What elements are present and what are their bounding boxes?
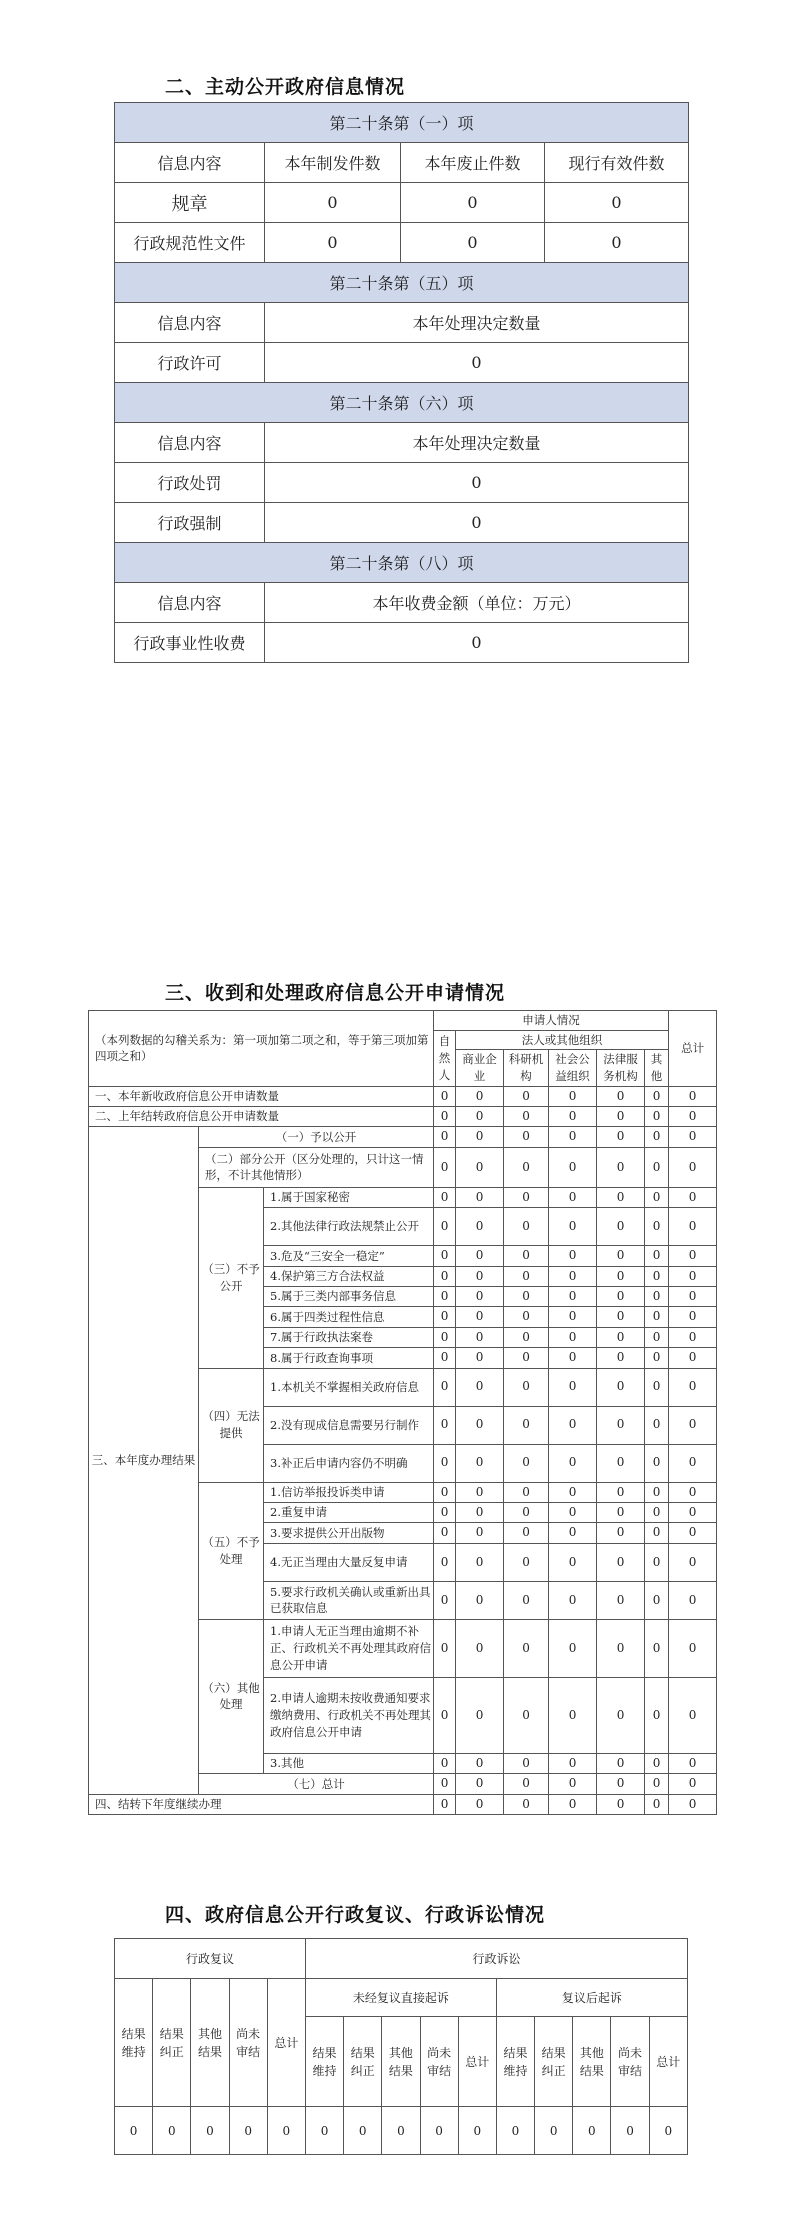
row-results-group: 三、本年度办理结果 [89,1127,199,1794]
group-other-handling: （六）其他处理 [199,1619,264,1773]
sub-item: 5.要求行政机关确认或重新出具已获取信息 [264,1581,434,1619]
count-cell: 0 [669,1581,717,1619]
count-cell: 0 [645,1327,669,1347]
sub-item: 5.属于三类内部事务信息 [264,1287,434,1307]
count-cell: 0 [456,1444,504,1482]
count-cell: 0 [669,1677,717,1753]
count-cell: 0 [191,2107,229,2155]
count-cell: 0 [434,1307,456,1327]
count-cell: 0 [645,1127,669,1147]
count-cell: 0 [456,1327,504,1347]
balance-note: （本列数据的勾稽关系为：第一项加第二项之和，等于第三项加第四项之和） [89,1011,434,1087]
col-decision-count: 本年处理决定数量 [265,303,689,343]
proactive-disclosure-table [114,102,689,663]
application-handling-table [88,1010,717,1815]
count-cell: 0 [456,1246,504,1266]
count-cell: 0 [597,1523,645,1543]
count-cell: 0 [669,1307,717,1327]
count-cell: 0 [504,1127,549,1147]
col-content: 信息内容 [115,423,265,463]
count-cell: 0 [549,1187,597,1207]
count-cell: 0 [597,1287,645,1307]
count-cell: 0 [597,1348,645,1368]
count-cell: 0 [597,1327,645,1347]
org-type-header: 其他 [645,1050,669,1086]
count-cell: 0 [434,1444,456,1482]
count-cell: 0 [645,1187,669,1207]
col-new-issued: 本年制发件数 [265,143,401,183]
count-cell: 0 [504,1307,549,1327]
cell: 0 [545,223,689,263]
count-cell: 0 [434,1794,456,1814]
group-not-disclosed: （三）不予公开 [199,1187,264,1368]
count-cell: 0 [669,1348,717,1368]
article-20-8-band: 第二十条第（八）项 [115,543,689,583]
count-cell: 0 [549,1246,597,1266]
after-other: 其他结果 [573,2017,611,2107]
count-cell: 0 [597,1147,645,1187]
review-pending: 尚未审结 [229,1979,267,2107]
count-cell: 0 [669,1774,717,1794]
sub-item: 3.危及“三安全一稳定” [264,1246,434,1266]
col-content: 信息内容 [115,143,265,183]
count-cell: 0 [382,2107,420,2155]
count-cell: 0 [669,1543,717,1581]
count-cell: 0 [434,1406,456,1444]
row-partially-disclosed: （二）部分公开（区分处理的，只计这一情形，不计其他情形） [199,1147,434,1187]
row-new-applications: 一、本年新收政府信息公开申请数量 [89,1086,434,1106]
row-normative-docs: 行政规范性文件 [115,223,265,263]
col-decision-count: 本年处理决定数量 [265,423,689,463]
count-cell: 0 [434,1348,456,1368]
count-cell: 0 [597,1187,645,1207]
count-cell: 0 [669,1482,717,1502]
count-cell: 0 [504,1794,549,1814]
sub-item: 3.其他 [264,1753,434,1773]
count-cell: 0 [456,1677,504,1753]
count-cell: 0 [645,1287,669,1307]
org-type-header: 商业企业 [456,1050,504,1086]
sub-item: 2.重复申请 [264,1502,434,1522]
count-cell: 0 [597,1753,645,1773]
sub-item: 4.保护第三方合法权益 [264,1266,434,1286]
count-cell: 0 [597,1482,645,1502]
sub-item: 2.申请人逾期未按收费通知要求缴纳费用、行政机关不再处理其政府信息公开申请 [264,1677,434,1753]
count-cell: 0 [504,1348,549,1368]
count-cell: 0 [549,1753,597,1773]
count-cell: 0 [597,1502,645,1522]
direct-keep: 结果维持 [305,2017,343,2107]
count-cell: 0 [504,1502,549,1522]
cell: 0 [265,503,689,543]
count-cell: 0 [669,1619,717,1677]
after-total: 总计 [649,2017,687,2107]
sub-item: 4.无正当理由大量反复申请 [264,1543,434,1581]
sub-item: 1.属于国家秘密 [264,1187,434,1207]
sub-item: 7.属于行政执法案卷 [264,1327,434,1347]
count-cell: 0 [549,1127,597,1147]
count-cell: 0 [434,1753,456,1773]
sub-item: 1.本机关不掌握相关政府信息 [264,1368,434,1406]
count-cell: 0 [456,1147,504,1187]
count-cell: 0 [434,1581,456,1619]
count-cell: 0 [535,2107,573,2155]
count-cell: 0 [549,1523,597,1543]
count-cell: 0 [549,1287,597,1307]
count-cell: 0 [645,1482,669,1502]
count-cell: 0 [597,1581,645,1619]
direct-correct: 结果纠正 [344,2017,382,2107]
count-cell: 0 [456,1406,504,1444]
row-carry-forward: 四、结转下年度继续办理 [89,1794,434,1814]
count-cell: 0 [434,1677,456,1753]
count-cell: 0 [504,1246,549,1266]
count-cell: 0 [597,1794,645,1814]
count-cell: 0 [504,1327,549,1347]
row-carried-over: 二、上年结转政府信息公开申请数量 [89,1107,434,1127]
count-cell: 0 [645,1246,669,1266]
col-abolished: 本年废止件数 [401,143,545,183]
count-cell: 0 [669,1086,717,1106]
count-cell: 0 [645,1543,669,1581]
review-litigation-table [114,1938,688,2155]
count-cell: 0 [434,1208,456,1246]
count-cell: 0 [669,1368,717,1406]
total-header: 总计 [669,1011,717,1087]
applicant-header: 申请人情况 [434,1011,669,1031]
count-cell: 0 [549,1581,597,1619]
natural-person-header: 自然人 [434,1030,456,1086]
count-cell: 0 [305,2107,343,2155]
count-cell: 0 [434,1086,456,1106]
sub-item: 3.要求提供公开出版物 [264,1523,434,1543]
count-cell: 0 [597,1406,645,1444]
count-cell: 0 [549,1327,597,1347]
count-cell: 0 [645,1086,669,1106]
count-cell: 0 [115,2107,153,2155]
section2-heading: 二、主动公开政府信息情况 [165,76,406,98]
count-cell: 0 [645,1677,669,1753]
count-cell: 0 [434,1246,456,1266]
count-cell: 0 [456,1619,504,1677]
count-cell: 0 [420,2107,458,2155]
count-cell: 0 [669,1444,717,1482]
count-cell: 0 [504,1208,549,1246]
count-cell: 0 [434,1147,456,1187]
count-cell: 0 [597,1677,645,1753]
col-valid: 现行有效件数 [545,143,689,183]
count-cell: 0 [549,1677,597,1753]
count-cell: 0 [669,1287,717,1307]
count-cell: 0 [434,1543,456,1581]
count-cell: 0 [645,1147,669,1187]
count-cell: 0 [456,1482,504,1502]
count-cell: 0 [669,1208,717,1246]
count-cell: 0 [645,1307,669,1327]
count-cell: 0 [669,1266,717,1286]
count-cell: 0 [645,1348,669,1368]
count-cell: 0 [549,1543,597,1581]
count-cell: 0 [669,1406,717,1444]
count-cell: 0 [645,1368,669,1406]
count-cell: 0 [344,2107,382,2155]
count-cell: 0 [434,1187,456,1207]
count-cell: 0 [456,1794,504,1814]
count-cell: 0 [456,1127,504,1147]
count-cell: 0 [645,1208,669,1246]
after-review-header: 复议后起诉 [496,1979,687,2017]
count-cell: 0 [456,1266,504,1286]
count-cell: 0 [645,1619,669,1677]
count-cell: 0 [597,1246,645,1266]
count-cell: 0 [434,1774,456,1794]
after-pending: 尚未审结 [611,2017,649,2107]
count-cell: 0 [549,1368,597,1406]
count-cell: 0 [496,2107,534,2155]
count-cell: 0 [645,1406,669,1444]
count-cell: 0 [549,1147,597,1187]
count-cell: 0 [504,1187,549,1207]
direct-total: 总计 [458,2017,496,2107]
count-cell: 0 [597,1619,645,1677]
count-cell: 0 [456,1348,504,1368]
count-cell: 0 [597,1208,645,1246]
sub-item: 1.信访举报投诉类申请 [264,1482,434,1502]
count-cell: 0 [434,1127,456,1147]
count-cell: 0 [504,1523,549,1543]
count-cell: 0 [504,1266,549,1286]
article-20-6-band: 第二十条第（六）项 [115,383,689,423]
count-cell: 0 [434,1523,456,1543]
count-cell: 0 [504,1107,549,1127]
count-cell: 0 [456,1307,504,1327]
after-keep: 结果维持 [496,2017,534,2107]
count-cell: 0 [649,2107,687,2155]
legal-entity-header: 法人或其他组织 [456,1030,669,1050]
count-cell: 0 [504,1482,549,1502]
group-cannot-provide: （四）无法提供 [199,1368,264,1482]
row-rules: 规章 [115,183,265,223]
admin-litigation-header: 行政诉讼 [305,1939,687,1979]
section3-heading: 三、收到和处理政府信息公开申请情况 [165,982,506,1004]
direct-suit-header: 未经复议直接起诉 [305,1979,496,2017]
count-cell: 0 [611,2107,649,2155]
count-cell: 0 [645,1107,669,1127]
count-cell: 0 [504,1774,549,1794]
org-type-header: 科研机构 [504,1050,549,1086]
count-cell: 0 [549,1502,597,1522]
count-cell: 0 [504,1368,549,1406]
count-cell: 0 [549,1774,597,1794]
row-results-total: （七）总计 [199,1774,434,1794]
count-cell: 0 [458,2107,496,2155]
count-cell: 0 [504,1619,549,1677]
col-content: 信息内容 [115,583,265,623]
count-cell: 0 [549,1794,597,1814]
review-other: 其他结果 [191,1979,229,2107]
count-cell: 0 [645,1794,669,1814]
count-cell: 0 [456,1086,504,1106]
count-cell: 0 [434,1619,456,1677]
count-cell: 0 [669,1246,717,1266]
cell: 0 [545,183,689,223]
count-cell: 0 [597,1774,645,1794]
row-admin-license: 行政许可 [115,343,265,383]
cell: 0 [265,223,401,263]
count-cell: 0 [456,1187,504,1207]
review-correct: 结果纠正 [153,1979,191,2107]
direct-pending: 尚未审结 [420,2017,458,2107]
col-fee-amount: 本年收费金额（单位：万元） [265,583,689,623]
cell: 0 [401,183,545,223]
count-cell: 0 [434,1482,456,1502]
sub-item: 2.其他法律行政法规禁止公开 [264,1208,434,1246]
count-cell: 0 [267,2107,305,2155]
admin-review-header: 行政复议 [115,1939,306,1979]
count-cell: 0 [456,1581,504,1619]
sub-item: 6.属于四类过程性信息 [264,1307,434,1327]
count-cell: 0 [456,1208,504,1246]
count-cell: 0 [597,1107,645,1127]
count-cell: 0 [434,1502,456,1522]
sub-item: 2.没有现成信息需要另行制作 [264,1406,434,1444]
cell: 0 [401,223,545,263]
count-cell: 0 [645,1502,669,1522]
count-cell: 0 [669,1327,717,1347]
org-type-header: 社会公益组织 [549,1050,597,1086]
count-cell: 0 [669,1147,717,1187]
count-cell: 0 [549,1444,597,1482]
count-cell: 0 [597,1543,645,1581]
section4-heading: 四、政府信息公开行政复议、行政诉讼情况 [165,1904,546,1926]
count-cell: 0 [456,1368,504,1406]
count-cell: 0 [645,1266,669,1286]
row-admin-penalty: 行政处罚 [115,463,265,503]
review-keep: 结果维持 [115,1979,153,2107]
count-cell: 0 [669,1107,717,1127]
article-20-1-band: 第二十条第（一）项 [115,103,689,143]
count-cell: 0 [549,1208,597,1246]
count-cell: 0 [549,1619,597,1677]
count-cell: 0 [504,1581,549,1619]
count-cell: 0 [669,1127,717,1147]
count-cell: 0 [456,1502,504,1522]
row-disclosed: （一）予以公开 [199,1127,434,1147]
org-type-header: 法律服务机构 [597,1050,645,1086]
count-cell: 0 [456,1287,504,1307]
cell: 0 [265,623,689,663]
count-cell: 0 [504,1444,549,1482]
count-cell: 0 [549,1406,597,1444]
count-cell: 0 [504,1406,549,1444]
count-cell: 0 [456,1523,504,1543]
count-cell: 0 [504,1753,549,1773]
cell: 0 [265,183,401,223]
count-cell: 0 [549,1107,597,1127]
count-cell: 0 [669,1187,717,1207]
col-content: 信息内容 [115,303,265,343]
count-cell: 0 [645,1444,669,1482]
count-cell: 0 [597,1307,645,1327]
sub-item: 1.申请人无正当理由逾期不补正、行政机关不再处理其政府信息公开申请 [264,1619,434,1677]
count-cell: 0 [549,1086,597,1106]
row-admin-fees: 行政事业性收费 [115,623,265,663]
after-correct: 结果纠正 [535,2017,573,2107]
count-cell: 0 [504,1287,549,1307]
count-cell: 0 [434,1266,456,1286]
count-cell: 0 [597,1444,645,1482]
count-cell: 0 [597,1368,645,1406]
direct-other: 其他结果 [382,2017,420,2107]
row-admin-enforcement: 行政强制 [115,503,265,543]
count-cell: 0 [669,1502,717,1522]
count-cell: 0 [434,1287,456,1307]
count-cell: 0 [434,1327,456,1347]
count-cell: 0 [549,1482,597,1502]
review-total: 总计 [267,1979,305,2107]
count-cell: 0 [669,1523,717,1543]
count-cell: 0 [669,1794,717,1814]
sub-item: 3.补正后申请内容仍不明确 [264,1444,434,1482]
count-cell: 0 [456,1774,504,1794]
count-cell: 0 [645,1523,669,1543]
count-cell: 0 [456,1543,504,1581]
count-cell: 0 [434,1368,456,1406]
count-cell: 0 [504,1677,549,1753]
cell: 0 [265,463,689,503]
count-cell: 0 [549,1348,597,1368]
count-cell: 0 [456,1107,504,1127]
count-cell: 0 [645,1774,669,1794]
count-cell: 0 [549,1307,597,1327]
count-cell: 0 [645,1753,669,1773]
article-20-5-band: 第二十条第（五）项 [115,263,689,303]
count-cell: 0 [153,2107,191,2155]
count-cell: 0 [456,1753,504,1773]
count-cell: 0 [504,1086,549,1106]
count-cell: 0 [597,1127,645,1147]
count-cell: 0 [504,1147,549,1187]
count-cell: 0 [645,1581,669,1619]
count-cell: 0 [669,1753,717,1773]
sub-item: 8.属于行政查询事项 [264,1348,434,1368]
count-cell: 0 [597,1266,645,1286]
count-cell: 0 [229,2107,267,2155]
count-cell: 0 [434,1107,456,1127]
count-cell: 0 [573,2107,611,2155]
cell: 0 [265,343,689,383]
count-cell: 0 [597,1086,645,1106]
count-cell: 0 [504,1543,549,1581]
count-cell: 0 [549,1266,597,1286]
group-not-processed: （五）不予处理 [199,1482,264,1619]
